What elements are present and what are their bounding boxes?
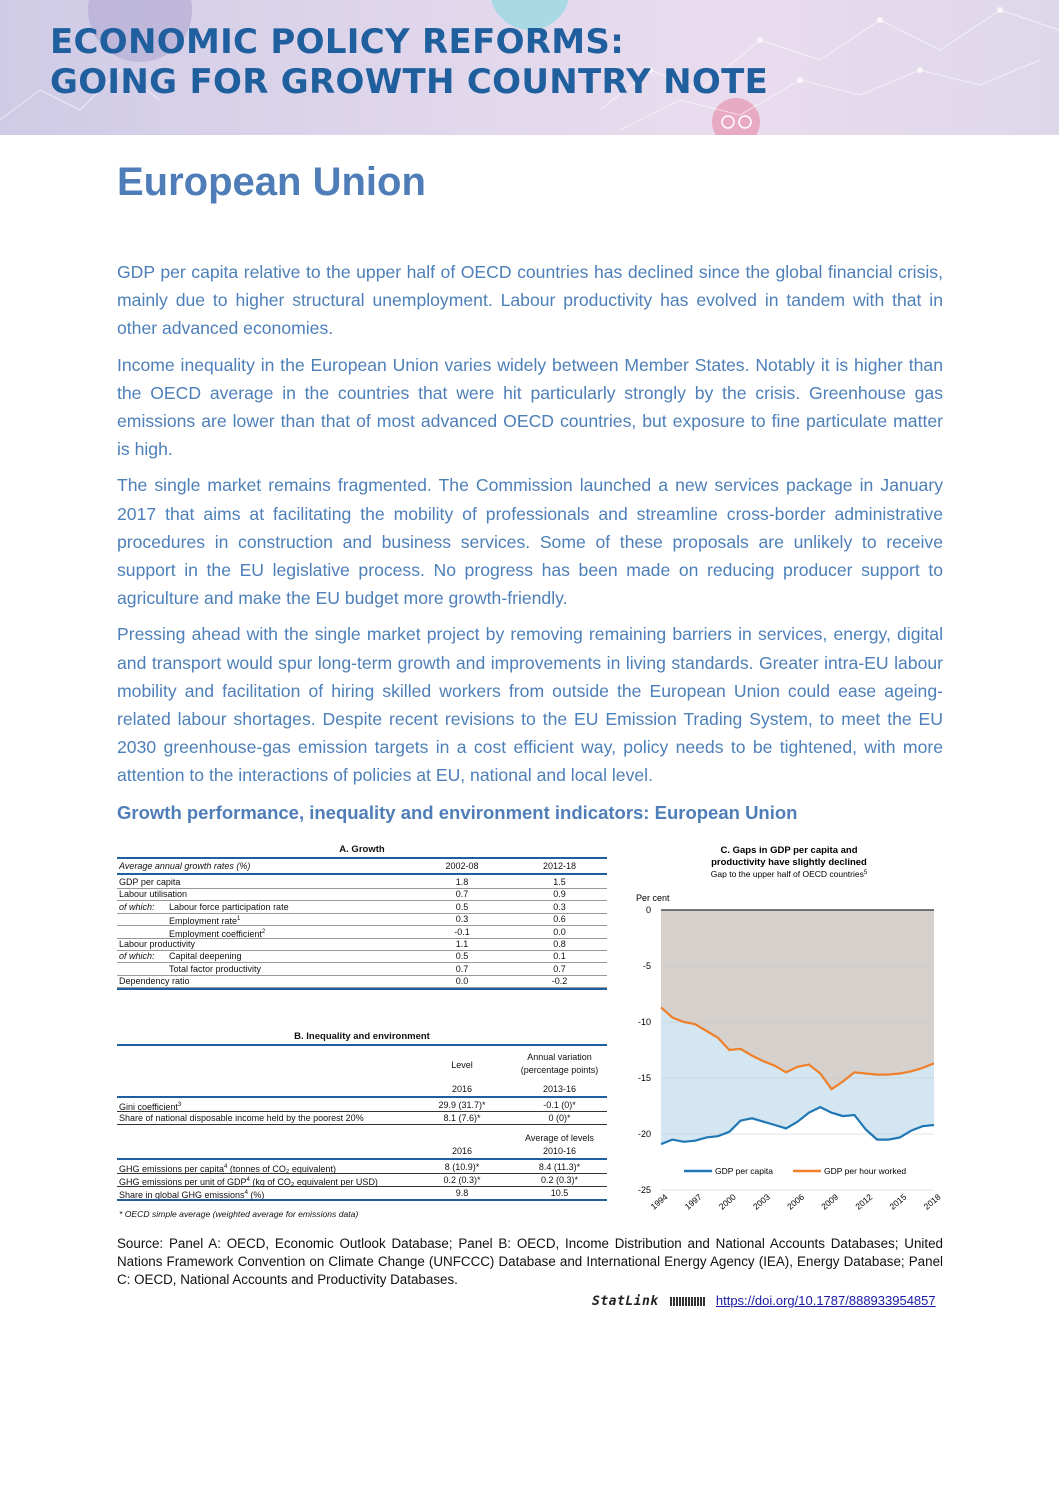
- panel-b-note: * OECD simple average (weighted average for emissions data): [119, 1209, 359, 1219]
- row-value-2012-18: 0.8: [553, 939, 566, 949]
- x-tick-label: 2006: [785, 1191, 807, 1212]
- footnote-marker: 4: [224, 1164, 228, 1170]
- panel-a-title: A. Growth: [339, 844, 385, 855]
- chart-svg: [634, 840, 944, 1230]
- header-banner: [0, 0, 1059, 135]
- x-tick-label: 2012: [853, 1191, 875, 1212]
- page-title: European Union: [117, 160, 426, 204]
- statlink-url[interactable]: https://doi.org/10.1787/888933954857: [715, 1293, 936, 1308]
- row-value-average: 0.2 (0.3)*: [540, 1175, 579, 1185]
- banner-title: [50, 22, 768, 102]
- chart-title-line2: productivity have slightly declined: [711, 857, 867, 868]
- row-value-2012-18: 0.9: [553, 889, 566, 900]
- panel-b-variation-header: [117, 1051, 607, 1063]
- intro-paragraph-4: Pressing ahead with the single market project by removing remaining barriers in services, energy, digital and transport would spur long-term growth and improvements in living standards. Greater intra-EU labour mobility and facilitation of hiring skilled workers from outside the European Union could ease ageing-related labour shortages. Despite recent revisions to the EU Emission Trading System, to meet the EU 2030 greenhouse-gas emission targets in a cost efficient way, policy needs to be tightened, with more attention to the interactions of policies at EU, national and local level.: [117, 624, 943, 786]
- row-value-2002-08: 0.3: [455, 914, 469, 925]
- section-title: Growth performance, inequality and environment indicators: European Union: [117, 802, 798, 823]
- table-bottom-rule: [117, 988, 607, 990]
- legend-label-gdp-per-hour-worked: GDP per hour worked: [824, 1166, 907, 1176]
- row-value-2012-18: 0.0: [553, 926, 566, 937]
- intro-text: [117, 258, 943, 798]
- panel-b-year4: 2010-16: [542, 1146, 577, 1156]
- intro-paragraph-3: The single market remains fragmented. The Commission launched a new services package in January 2017 that aims at facilitating the mobility of professionals and streamline cross-border administrative procedures in construction and business services. Some of these proposals are unlikely to receive support in the EU legislative process. No progress has been made on reducing producer support to agriculture and make the EU budget more growth-friendly.: [117, 475, 943, 609]
- panel-b-year-row: [117, 1083, 607, 1095]
- table-bottom-rule: [117, 1199, 607, 1201]
- row-label: Total factor productivity: [169, 963, 262, 974]
- y-tick-label: -20: [637, 1129, 651, 1139]
- y-tick-label: -15: [637, 1073, 651, 1083]
- table-row: [117, 963, 607, 975]
- row-value-2002-08: -0.1: [454, 926, 470, 937]
- y-tick-label: -25: [637, 1185, 651, 1195]
- row-value-2002-08: 0.7: [455, 963, 469, 974]
- row-value-average: 10.5: [550, 1188, 569, 1198]
- intro-paragraph-2: Income inequality in the European Union varies widely between Member States. Notably it is higher than the OECD average in the countries that were hit particularly strongly by the crisis. Greenhouse gas emissions are lower than that of most advanced OECD countries, but exposure to fine particulate matter is high.: [117, 354, 943, 460]
- table-row: [117, 1174, 607, 1186]
- footnote-marker: 3: [177, 1102, 182, 1108]
- row-value-2012-18: 0.6: [553, 914, 566, 925]
- x-tick-label: 2009: [819, 1191, 841, 1212]
- row-value-level: 8.1 (7.6)*: [443, 1113, 481, 1123]
- row-value-2002-08: 0.0: [455, 976, 469, 987]
- footnote-marker: 4: [244, 1190, 248, 1196]
- footnote-marker: 2: [261, 928, 266, 935]
- panel-b-year3: 2016: [451, 1146, 473, 1156]
- y-tick-label: -5: [642, 961, 651, 971]
- table-row: [117, 950, 607, 962]
- footnote-marker: 4: [246, 1177, 250, 1183]
- row-label: GDP per capita: [119, 877, 181, 887]
- panel-a-header-row: [117, 860, 607, 872]
- x-tick-label: 2015: [887, 1191, 909, 1212]
- panel-c-chart: [634, 840, 944, 1230]
- panel-b-year1: 2016: [451, 1084, 473, 1094]
- divider: [117, 1044, 607, 1046]
- table-row: [117, 975, 607, 987]
- divider: [117, 873, 607, 875]
- panel-b-col-avg: Average of levels: [525, 1133, 594, 1143]
- chart-subtitle: Gap to the upper half of OECD countries$^5$: [710, 869, 868, 879]
- row-label: Labour utilisation: [119, 889, 188, 900]
- row-label: GHG emissions per capita$^4$ (tonnes of CO₂ equivalent): [119, 1164, 336, 1174]
- table-row: [117, 938, 607, 950]
- panel-b-year-row-2: [117, 1145, 607, 1157]
- y-tick-label: -10: [637, 1017, 651, 1027]
- table-row: [117, 1099, 607, 1111]
- banner-title-line2: GOING FOR GROWTH COUNTRY NOTE: [50, 62, 769, 102]
- panel-b-col-variation-1: Annual variation: [527, 1052, 592, 1062]
- row-label: Capital deepening: [169, 951, 242, 962]
- panel-b-variation-header-2: [117, 1064, 607, 1076]
- row-value-2012-18: -0.2: [551, 976, 568, 987]
- row-label: Employment rate$^1$: [169, 916, 241, 927]
- row-divider: [117, 1124, 607, 1125]
- panel-b-avg-header: [117, 1132, 607, 1144]
- panel-a-header-label: Average annual growth rates (%): [119, 861, 251, 871]
- row-prefix: of which:: [119, 951, 155, 962]
- banner-title-line1: ECONOMIC POLICY REFORMS:: [50, 22, 625, 62]
- panel-b-title: B. Inequality and environment: [294, 1031, 430, 1042]
- table-row: [117, 1187, 607, 1199]
- row-value-2012-18: 1.5: [553, 877, 566, 887]
- row-value-level: 0.2 (0.3)*: [443, 1175, 481, 1185]
- table-row: [117, 926, 607, 938]
- row-value-2012-18: 0.1: [553, 951, 566, 962]
- row-value-variation: -0.1 (0)*: [543, 1100, 576, 1110]
- row-label: Employment coefficient$^2$: [169, 928, 266, 939]
- chart-ylabel: Per cent: [636, 893, 670, 903]
- row-value-2002-08: 0.5: [455, 901, 469, 912]
- row-label: Share in global GHG emissions$^4$ (%): [119, 1190, 265, 1200]
- row-label: Dependency ratio: [119, 976, 190, 987]
- row-value-level: 9.8: [455, 1188, 469, 1198]
- statlink: [592, 1293, 936, 1309]
- statlink-logo-icon: [670, 1297, 706, 1306]
- panel-a-table: [117, 844, 607, 1014]
- table-row: [117, 888, 607, 900]
- row-value-level: 29.9 (31.7)*: [438, 1100, 486, 1110]
- footnote-marker: 5: [863, 870, 868, 876]
- row-value-2002-08: 0.7: [455, 889, 469, 900]
- panel-b-col-level: Level: [451, 1060, 473, 1070]
- x-tick-label: 2018: [921, 1191, 943, 1212]
- table-row: [117, 901, 607, 913]
- table-row: [117, 1112, 607, 1124]
- row-label: Gini coefficient$^3$: [119, 1102, 182, 1112]
- footnote-marker: 1: [237, 916, 241, 923]
- panel-a-col1: 2002-08: [445, 861, 479, 871]
- row-label: Share of national disposable income held by the poorest 20%: [119, 1113, 364, 1123]
- statlink-label: StatLink: [592, 1294, 659, 1309]
- row-value-2012-18: 0.3: [553, 901, 566, 912]
- x-tick-label: 1994: [648, 1191, 670, 1212]
- row-value-2002-08: 1.8: [455, 877, 469, 887]
- row-label: Labour productivity: [119, 939, 196, 949]
- source-note: Source: Panel A: OECD, Economic Outlook Database; Panel B: OECD, Income Distribution and National Accounts Databases; United Nations Framework Convention on Climate Change (UNFCCC) Database and International Energy Agency (IEA), Energy Database; Panel C: OECD, National Accounts and Productivity Databases.: [117, 1236, 943, 1287]
- row-value-level: 8 (10.9)*: [444, 1162, 480, 1172]
- divider: [117, 1158, 607, 1160]
- table-row: [117, 1161, 607, 1173]
- divider: [117, 1096, 607, 1098]
- row-value-2002-08: 0.5: [455, 951, 469, 962]
- panel-a-col2: 2012-18: [542, 861, 577, 871]
- row-value-2012-18: 0.7: [553, 963, 566, 974]
- row-value-variation: 0 (0)*: [548, 1113, 571, 1123]
- table-row: [117, 876, 607, 888]
- row-label: GHG emissions per unit of GDP$^4$ (kg of CO₂ equivalent per USD): [119, 1177, 378, 1187]
- row-prefix: of which:: [119, 901, 155, 912]
- row-value-average: 8.4 (11.3)*: [538, 1162, 581, 1172]
- panel-b-col-variation-2: (percentage points): [520, 1065, 599, 1075]
- legend-label-gdp-per-capita: GDP per capita: [715, 1166, 773, 1176]
- row-label: Labour force participation rate: [169, 901, 289, 912]
- divider: [117, 857, 607, 859]
- table-row: [117, 913, 607, 925]
- panel-b-year2: 2013-16: [542, 1084, 577, 1094]
- x-tick-label: 2003: [750, 1191, 772, 1212]
- intro-paragraph-1: GDP per capita relative to the upper half of OECD countries has declined since the global financial crisis, mainly due to higher structural unemployment. Labour productivity has evolved in tandem with that in other advanced economies.: [117, 262, 943, 339]
- x-tick-label: 2000: [716, 1191, 738, 1212]
- chart-title-line1: C. Gaps in GDP per capita and: [720, 845, 858, 856]
- panel-b-table: [117, 1031, 607, 1226]
- row-value-2002-08: 1.1: [455, 939, 469, 949]
- x-tick-label: 1997: [682, 1191, 704, 1212]
- y-tick-label: 0: [645, 905, 651, 915]
